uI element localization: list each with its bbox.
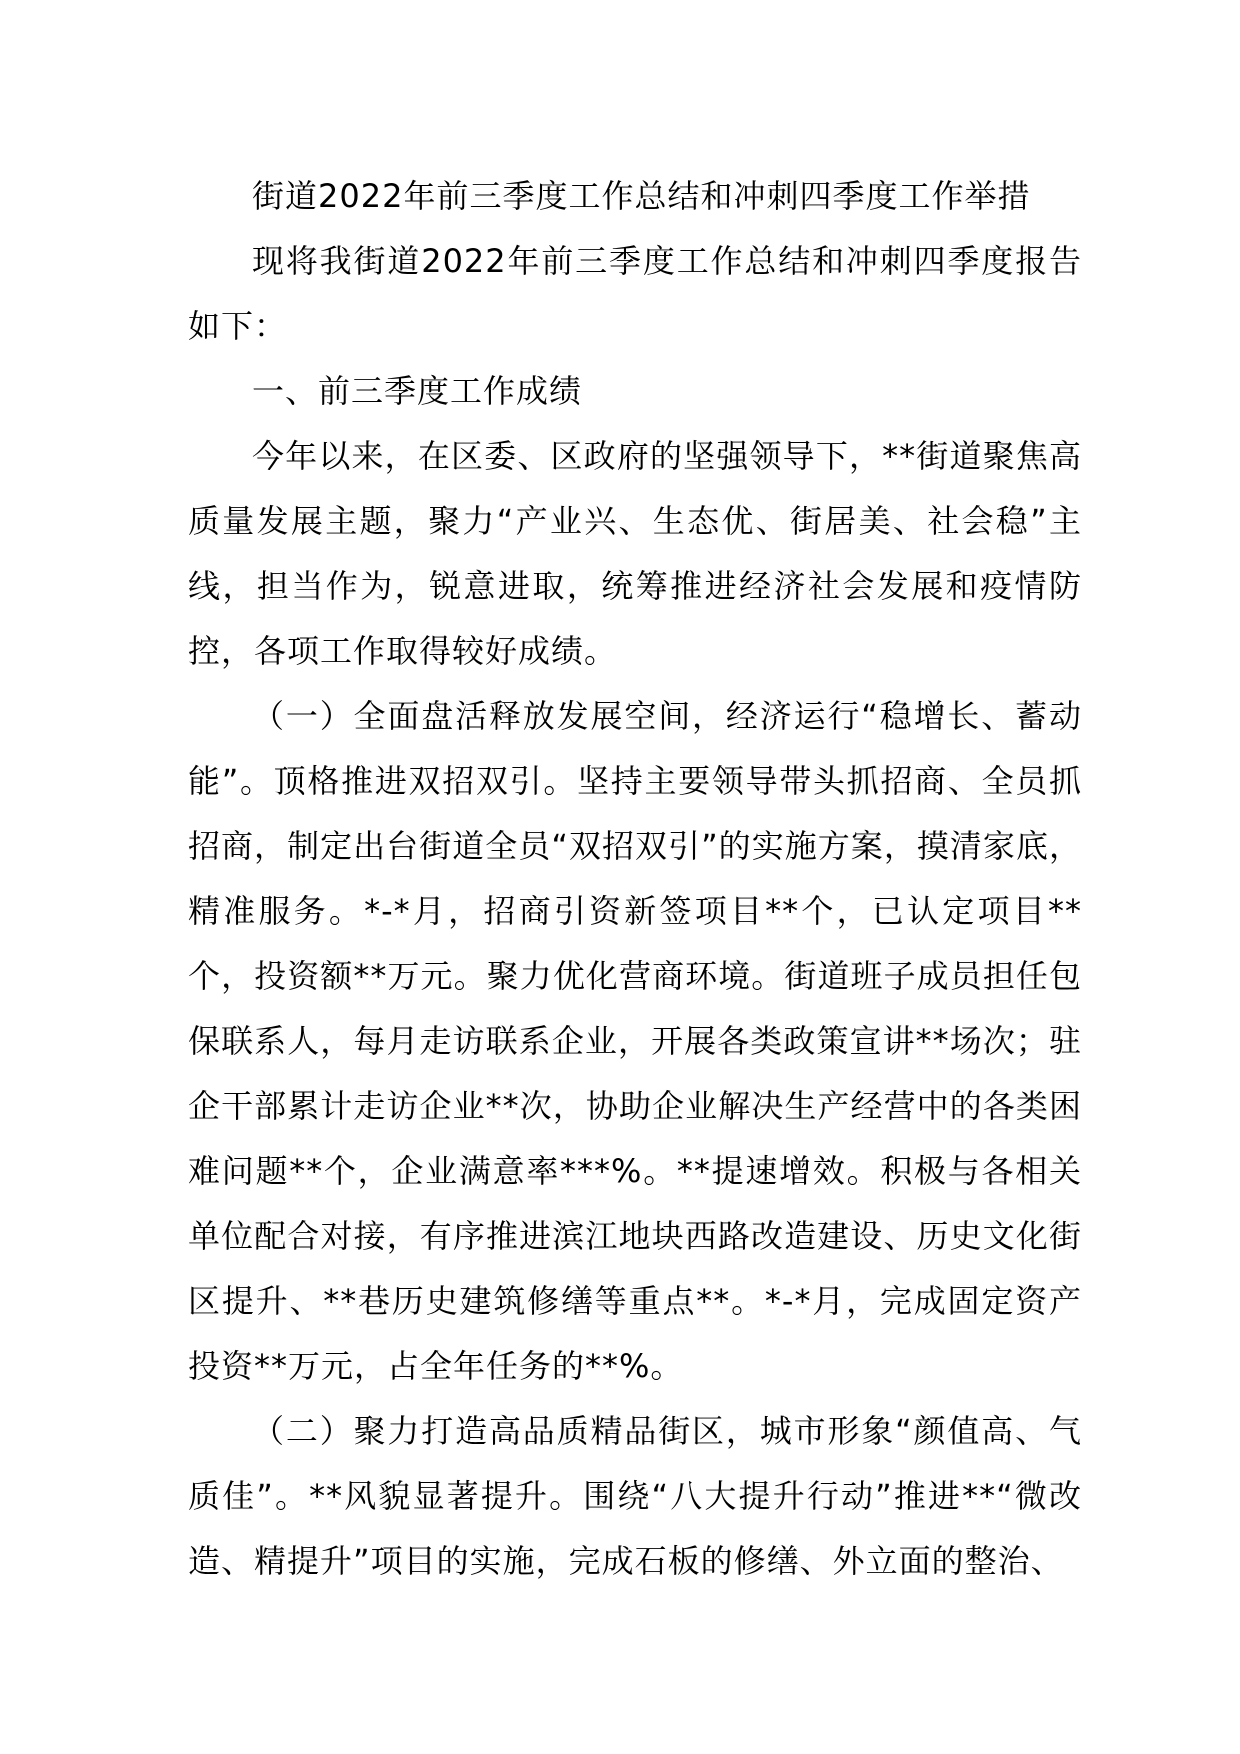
document-title: 街道2022年前三季度工作总结和冲刺四季度工作举措	[252, 177, 1031, 215]
body-paragraph-1: 今年以来，在区委、区政府的坚强领导下，**街道聚焦高质量发展主题，聚力“产业兴、生态优、街居美、社会稳”主线，担当作为，锐意进取，统筹推进经济社会发展和疫情防控，各项工作取得较好成绩。	[188, 437, 1082, 670]
document-body	[188, 164, 1082, 1594]
intro-paragraph: 现将我街道2022年前三季度工作总结和冲刺四季度报告如下：	[188, 242, 1082, 345]
section-heading-1: 一、前三季度工作成绩	[252, 372, 583, 410]
body-paragraph-2: （一）全面盘活释放发展空间，经济运行“稳增长、蓄动能”。顶格推进双招双引。坚持主要领导带头抓招商、全员抓招商，制定出台街道全员“双招双引”的实施方案，摸清家底，精准服务。*-*月，招商引资新签项目**个，已认定项目**个，投资额**万元。聚力优化营商环境。街道班子成员担任包保联系人，每月走访联系企业，开展各类政策宣讲**场次；驻企干部累计走访企业**次，协助企业解决生产经营中的各类困难问题**个，企业满意率***%。**提速增效。积极与各相关单位配合对接，有序推进滨江地块西路改造建设、历史文化街区提升、**巷历史建筑修缮等重点**。*-*月，完成固定资产投资**万元，占全年任务的**%。	[188, 697, 1082, 1385]
body-paragraph-3: （二）聚力打造高品质精品街区，城市形象“颜值高、气质佳”。**风貌显著提升。围绕“八大提升行动”推进**“微改造、精提升”项目的实施，完成石板的修缮、外立面的整治、	[188, 1412, 1082, 1580]
